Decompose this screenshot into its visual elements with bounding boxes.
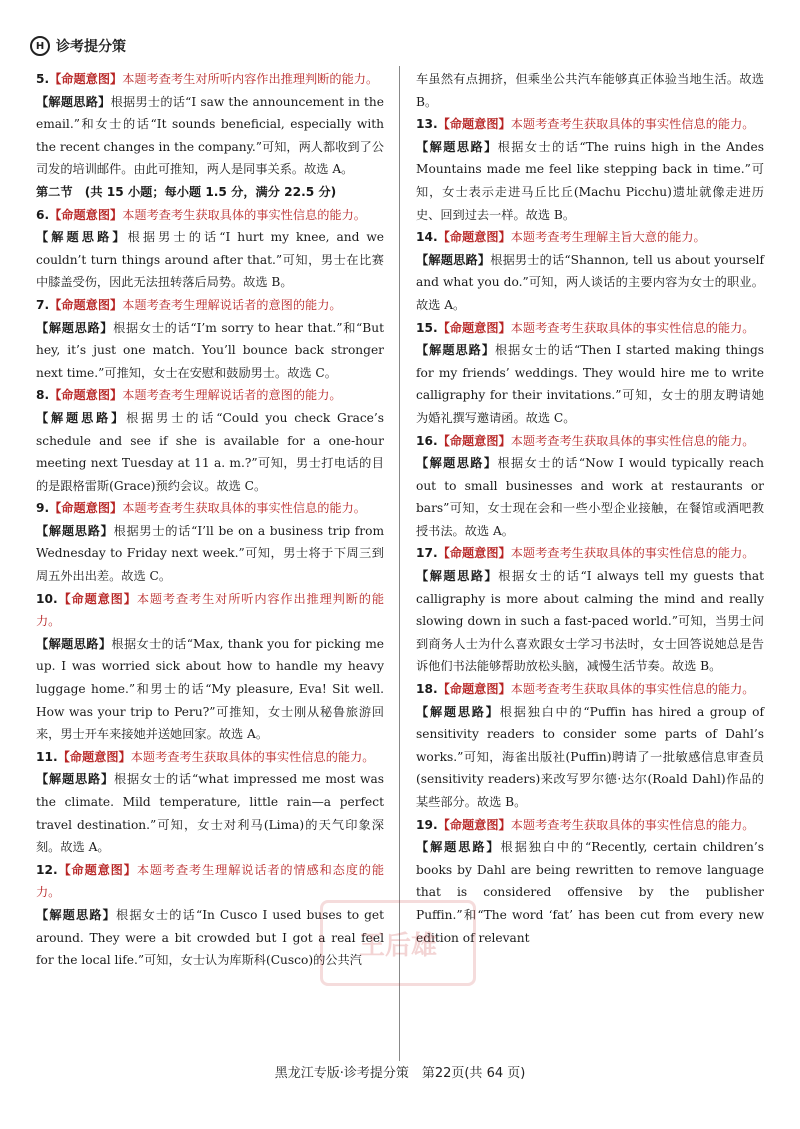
- publisher-stamp-watermark: 王后雄: [320, 900, 476, 986]
- left-column: [36, 68, 384, 972]
- answer-18: 18.【命题意图】本题考查考生获取具体的事实性信息的能力。 【解题思路】根据独白中的“Puffin has hired a group of sensitivity readers to consider some parts of Dahl’s works.”可知，海雀出版社(Puffin)聘请了一批敏感信息审查员(sensitivity readers)来改写罗尔德·达尔(Roald Dahl)作品的某些部分。故选 B。: [416, 682, 764, 809]
- answer-12: 12.【命题意图】本题考查考生理解说话者的情感和态度的能力。 【解题思路】根据女士的话“In Cusco I used buses to get around. They were a bit crowded but I got a real feel for the local life.”可知，女士认为库斯科(Cusco)的公共汽: [36, 862, 385, 968]
- answer-8: 8.【命题意图】本题考查考生理解说话者的意图的能力。 【解题思路】根据男士的话“Could you check Grace’s schedule and see if she is available for a one-hour meeting next Tuesday at 11 a. m.?”可知，男士打电话的目的是跟格雷斯(Grace)预约会议。故选 C。: [36, 388, 385, 493]
- answer-14: 14.【命题意图】本题考查考生理解主旨大意的能力。 【解题思路】根据男士的话“Shannon, tell us about yourself and what you do.”可知，两人谈话的主要内容为女士的职业。故选 A。: [416, 230, 765, 312]
- answer-13: 13.【命题意图】本题考查考生获取具体的事实性信息的能力。 【解题思路】根据女士的话“The ruins high in the Andes Mountains made me feel like stepping back in time.”可知，女士表示走进马丘比丘(Machu Picchu)遗址就像走进历史、回到过去一样。故选 B。: [416, 117, 764, 222]
- right-column: [416, 68, 764, 949]
- answer-15: 15.【命题意图】本题考查考生获取具体的事实性信息的能力。 【解题思路】根据女士的话“Then I started making things for my friends’ weddings. They would hire me to write calligraphy for their invitations.”可知，女士的朋友聘请她为婚礼撰写邀请函。故选 C。: [416, 320, 764, 425]
- answer-16: 16.【命题意图】本题考查考生获取具体的事实性信息的能力。 【解题思路】根据女士的话“Now I would typically reach out to small businesses and work at restaurants or bars”可知，女士现在会和一些小型企业接触，在餐馆或酒吧教授书法。故选 A。: [416, 433, 765, 538]
- column-divider: [399, 66, 400, 1061]
- answer-11: 11.【命题意图】本题考查考生获取具体的事实性信息的能力。 【解题思路】根据女士的话“what impressed me most was the climate. Mild temperature, little rain—a perfect travel destination.”可知，女士对利马(Lima)的天气印象深刻。故选 A。: [36, 749, 384, 855]
- answer-6: 6.【命题意图】本题考查考生获取具体的事实性信息的能力。 【解题思路】根据男士的话“I hurt my knee, and we couldn’t turn things around after that.”可知，男士在比赛中膝盖受伤，因此无法扭转落后局势。故选 B。: [36, 207, 385, 290]
- answer-10: 10.【命题意图】本题考查考生对所听内容作出推理判断的能力。 【解题思路】根据女士的话“Max, thank you for picking me up. I was worried sick about how to handle my heavy luggage home.”和男士的话“My pleasure, Eva! Sit well. How was your trip to Peru?”可推知，女士刚从秘鲁旅游回来，男士开车来接她并送她回家。故选 A。: [36, 591, 385, 742]
- section-heading: 第二节 (共 15 小题；每小题 1.5 分，满分 22.5 分): [36, 184, 337, 199]
- answer-9: 9.【命题意图】本题考查考生获取具体的事实性信息的能力。 【解题思路】根据男士的话“I’ll be on a business trip from Wednesday to Friday next week.”可知，男士将于下周三到周五外出出差。故选 C。: [36, 501, 384, 584]
- answer-19: 19.【命题意图】本题考查考生获取具体的事实性信息的能力。 【解题思路】根据独白中的“Recently, certain children’s books by Dahl are being rewritten to remove language that is considered offensive by the publisher Puffin.”和“The word ‘fat’ has been cut from every new edition of relevant: [416, 817, 764, 945]
- answer-12-continued: 车虽然有点拥挤，但乘坐公共汽车能够真正体验当地生活。故选 B。: [416, 72, 764, 109]
- answer-17: 17.【命题意图】本题考查考生获取具体的事实性信息的能力。 【解题思路】根据女士的话“I always tell my guests that calligraphy is more about calming the mind and really slowing down in such a fast-paced world.”可知，当男士问到商务人士为什么喜欢跟女士学习书法时，女士回答说她总是告诉他们书法能够帮助放松头脑，减慢生活节奏。故选 B。: [416, 546, 764, 674]
- brand-logo-icon: H: [30, 36, 50, 56]
- page-footer: 黑龙江专版·诊考提分策 第22页(共 64 页): [274, 1066, 526, 1081]
- answer-7: 7.【命题意图】本题考查考生理解说话者的意图的能力。 【解题思路】根据女士的话“I’m sorry to hear that.”和“But hey, it’s just one match. You’ll bounce back stronger next time.”可推知，女士在安慰和鼓励男士。故选 C。: [36, 297, 384, 380]
- answer-5: 5.【命题意图】本题考查考生对所听内容作出推理判断的能力。 【解题思路】根据男士的话“I saw the announcement in the email.”和女士的话“It sounds beneficial, especially with the recent changes in the company.”可知，两人都收到了公司发的培训邮件。由此可推知，两人是同事关系。故选 A。: [36, 72, 384, 177]
- header-title: 诊考提分策: [56, 39, 126, 55]
- page-header: [30, 36, 126, 56]
